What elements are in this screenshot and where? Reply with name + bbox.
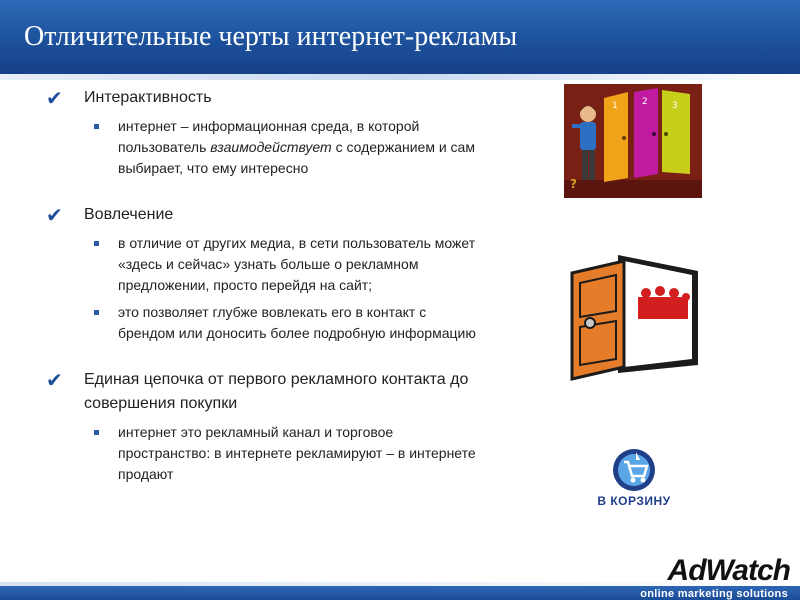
square-bullet-icon xyxy=(94,241,99,246)
open-door-illustration xyxy=(568,245,702,381)
check-mark-icon: ✔ xyxy=(46,368,63,392)
check-mark-icon: ✔ xyxy=(46,203,63,227)
section-heading: Интерактивность xyxy=(84,89,212,106)
header-divider xyxy=(0,74,800,80)
svg-text:?: ? xyxy=(570,177,577,191)
section-heading: Единая цепочка от первого рекламного контакта до совершения покупки xyxy=(84,371,469,412)
bullet-item xyxy=(118,116,486,179)
svg-text:1: 1 xyxy=(612,101,618,111)
check-mark-icon: ✔ xyxy=(46,86,63,110)
bullet-text: интернет это рекламный канал и торговое пространство: в интернете рекламируют – в интернете продают xyxy=(118,424,476,482)
brand-tagline: online marketing solutions xyxy=(640,588,788,600)
bullet-text-emphasis: взаимодействует xyxy=(210,139,332,155)
bullet-item xyxy=(118,422,486,485)
bullet-item xyxy=(118,302,486,344)
cart-badge[interactable] xyxy=(596,446,672,514)
shopping-cart-icon xyxy=(596,446,672,494)
slide-title: Отличительные черты интернет-рекламы xyxy=(24,21,518,52)
section-heading: Вовлечение xyxy=(84,206,174,223)
three-doors-illustration xyxy=(564,84,702,198)
slide-content xyxy=(40,86,510,509)
bullet-text: в отличие от других медиа, в сети пользователь может «здесь и сейчас» узнать больше о рекламном предложении, просто перейдя на сайт; xyxy=(118,235,476,293)
bullet-text-start: интернет – информационная среда, в которой пользователь xyxy=(118,118,420,155)
square-bullet-icon xyxy=(94,310,99,315)
section-interactivity xyxy=(40,86,510,179)
square-bullet-icon xyxy=(94,124,99,129)
bullet-text-end: с содержанием и сам выбирает, что ему интересно xyxy=(118,139,475,176)
bullet-text: это позволяет глубже вовлекать его в контакт с брендом или доносить более подробную информацию xyxy=(118,304,476,341)
square-bullet-icon xyxy=(94,430,99,435)
header-bar xyxy=(0,0,800,80)
section-single-chain xyxy=(40,368,510,485)
brand-name: AdWatch xyxy=(667,554,790,587)
brand-logo xyxy=(624,554,794,600)
svg-text:3: 3 xyxy=(672,101,678,111)
svg-text:2: 2 xyxy=(642,97,648,107)
cart-label: В КОРЗИНУ xyxy=(597,494,671,508)
bullet-item xyxy=(118,233,486,296)
section-engagement xyxy=(40,203,510,344)
